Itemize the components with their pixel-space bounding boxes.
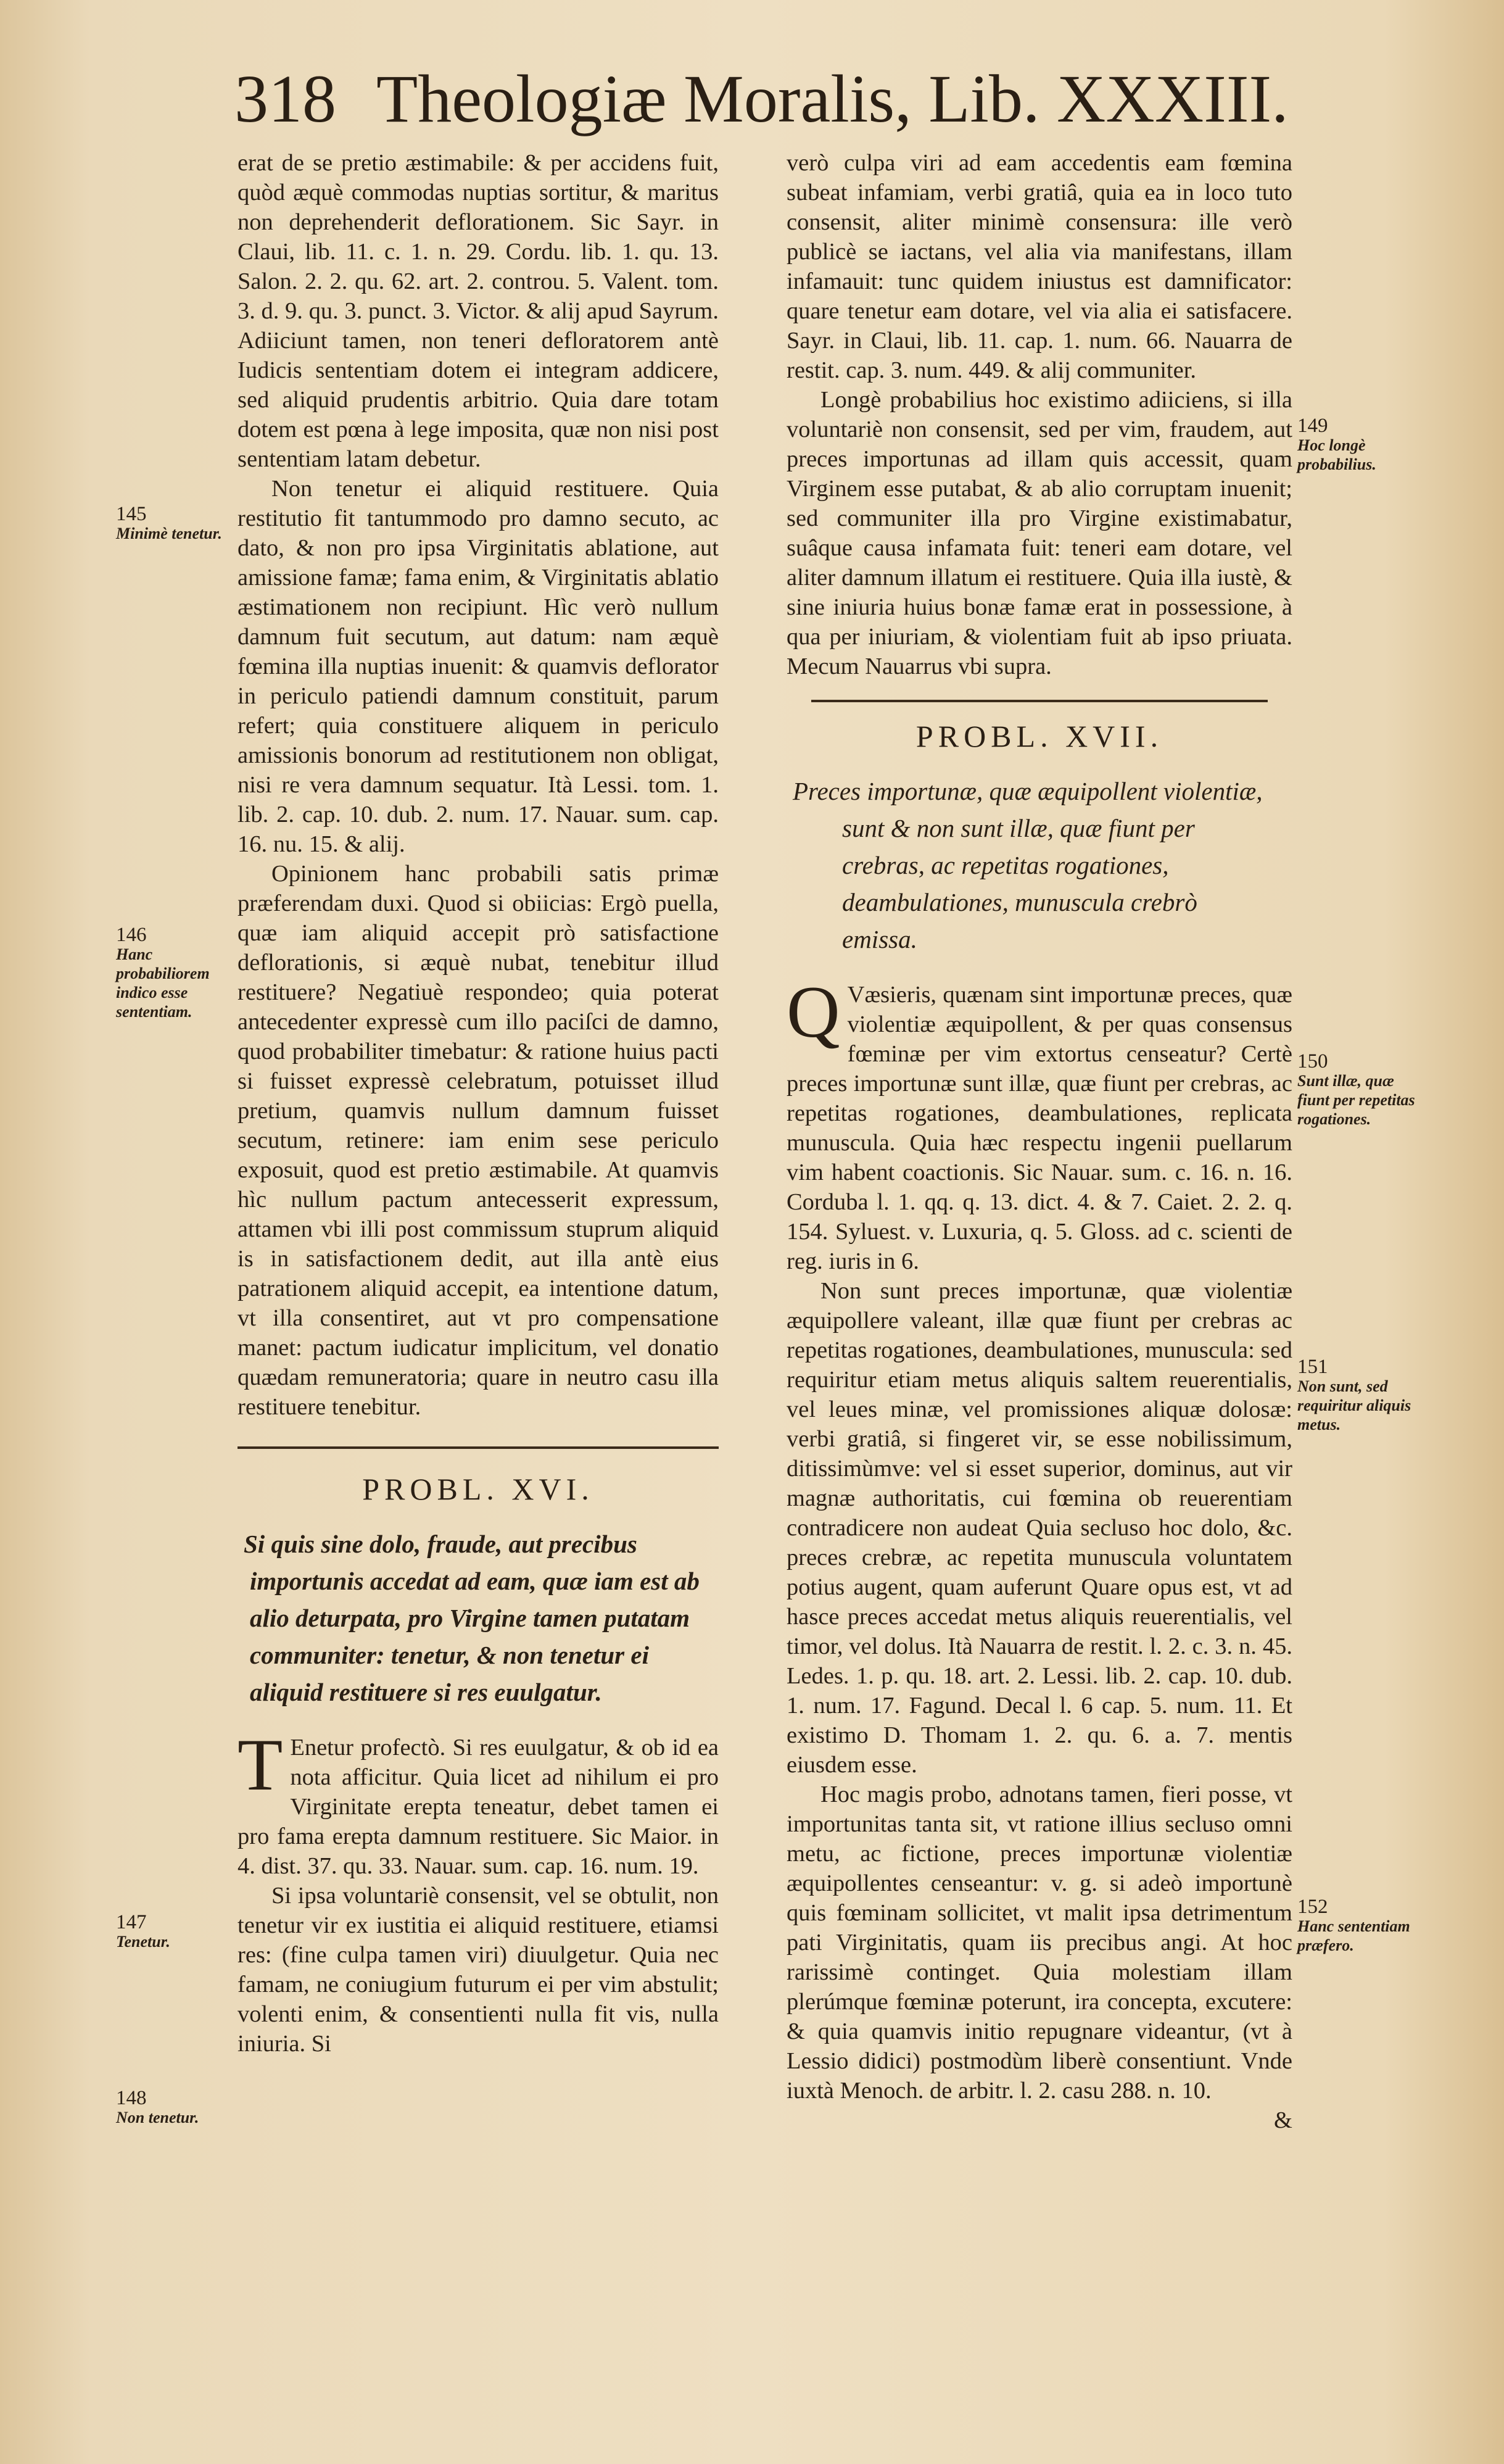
paragraph	[787, 971, 1292, 1276]
problem-summary: Preces importunæ, quæ æquipollent violentiæ, sunt & non sunt illæ, quæ fiunt per crebras, ac repetitas rogationes, deambulationes, munuscula crebrò emissa.	[793, 777, 1263, 953]
paragraph: Opinionem hanc probabili satis primæ præferendam duxi. Quod si obiicias: Ergò puella, quæ iam aliquid accepit prò satisfactione deflorationis, si æquè nubat, tenebitur illud restituere? Negatiuè respondeo; quia poterat antecedenter expressè cum illo paciſci de damno, quod probabiliter timebatur: & ratione huius pacti si fuisset expressè celebratum, potuisset illud pretium, quamvis nullum damnum fuisset secutum, retinere: iam enim sese periculo exposuit, quod est pretio æstimabile. At quamvis hìc nullum pactum antecesserit expressum, attamen vbi illi post commissum stuprum aliquid is in satisfactionem dedit, aut illa antè eius patrationem aliquid accepit, ea intentione datum, vt illa consentiret, aut vt pro compensatione manet: pactum iudicatur implicitum, vel donatio quædam remuneratoria; quare in neutro casu illa restituere tenebitur.	[238, 861, 719, 1420]
problem-heading: PROBL. XVI.	[362, 1472, 594, 1506]
paragraph: verò culpa viri ad eam accedentis eam fœmina subeat infamiam, verbi gratiâ, quia ea in loco tuto consensit, aliter minimè consensura: ille verò publicè se iactans, vel alia via manifestans, illam infamauit: tunc quidem iniustus est damnificator: quare tenetur eam dotare, vel via alia ei satisfacere. Sayr. in Claui, lib. 11. cap. 1. num. 66. Nauarra de restit. cap. 3. num. 449. & alij communiter.	[787, 150, 1292, 383]
problem-heading: PROBL. XVII.	[915, 719, 1163, 753]
paragraph: Non tenetur ei aliquid restituere. Quia restitutio fit tantummodo pro damno secuto, ac dato, & non pro ipsa Virginitatis ablatione, aut amissione famæ; fama enim, & Virginitatis ablatio æstimationem non recipiunt. Hìc verò nullum damnum fuit secutum, aut datum: nam æquè fœmina illa nuptias inuenit: & quamvis deflorator in periculo patiendi damnum constituit, parum refert; quia constituere aliquem in periculo amissionis bonorum ad restitutionem non obligat, nisi re vera damnum sequatur. Ità Lessi. tom. 1. lib. 2. cap. 10. dub. 2. num. 17. Nauar. sum. cap. 16. nu. 15. & alij.	[238, 476, 719, 857]
margin-note-147: 147 Tenetur.	[116, 1911, 170, 1951]
right-column	[787, 148, 1292, 2135]
problem-summary: Si quis sine dolo, fraude, aut precibus importunis accedat ad eam, quæ iam est ab alio deturpata, pro Virgine tamen putatam communiter: tenetur, & non tenetur ei aliquid restituere si res euulgatur.	[244, 1530, 700, 1706]
paragraph-text: Enetur profectò. Si res euulgatur, & ob id ea nota afficitur. Quia licet ad nihilum ei pro Virginitate erepta teneatur, debet tamen ei pro fama erepta damnum restituere. Sic Maior. in 4. dist. 37. qu. 33. Nauar. sum. cap. 16. num. 19.	[238, 1735, 719, 1879]
paragraph: Non sunt preces importunæ, quæ violentiæ æquipollere valeant, illæ quæ fiunt per crebras ac repetitas rogationes, deambulationes, munuscula: sed requiritur etiam metus aliquis saltem reuerentialis, vel leues minæ, vel promissiones aliquæ dolosæ: verbi gratiâ, si fingeret vir, se esse nobilissimum, ditissimùmve: vel si esset superior, dominus, aut vir magnæ authoritatis, cui fœmina ob reuerentiam contradicere non audeat Quia secluso hoc dolo, &c. preces crebræ, ac repetita munuscula voluntatem potius augent, quam auferunt Quare opus est, vt ad hasce preces accedat metus aliquis reuerentialis, vel timor, vel dolus. Ità Nauarra de restit. l. 2. c. 3. n. 45. Ledes. 1. p. qu. 18. art. 2. Lessi. lib. 2. cap. 10. dub. 1. num. 17. Fagund. Decal l. 6 cap. 5. num. 11. Et existimo D. Thomam 1. 2. qu. 6. a. 7. mentis eiusdem esse.	[787, 1278, 1292, 1778]
paragraph	[238, 1724, 719, 1881]
paragraph: erat de se pretio æstimabile: & per accidens fuit, quòd æquè commodas nuptias sortitur, & maritus non deprehenderit deflorationem. Sic Sayr. in Claui, lib. 11. c. 1. n. 29. Cordu. lib. 1. qu. 13. Salon. 2. 2. qu. 62. art. 2. controu. 5. Valent. tom. 3. d. 9. qu. 3. punct. 3. Victor. & alij apud Sayrum. Adiiciunt tamen, non teneri defloratorem antè Iudicis sententiam dotem ei integram addicere, sed aliquid prudentis arbitrio. Quia dare totam dotem est pœna à lege imposita, quæ non nisi post sententiam latam debetur.	[238, 150, 719, 472]
section-divider	[811, 700, 1268, 702]
margin-note-151: 151 Non sunt, sed requiritur aliquis metus.	[1297, 1356, 1411, 1433]
margin-note-148: 148 Non tenetur.	[116, 2087, 199, 2126]
left-column	[238, 148, 719, 2059]
margin-note-150: 150 Sunt illæ, quæ fiunt per repetitas rogationes.	[1297, 1050, 1415, 1128]
running-header	[234, 59, 1333, 139]
page-number: 318	[234, 61, 336, 136]
drop-cap: Q	[787, 971, 840, 1053]
paragraph: Longè probabilius hoc existimo adiiciens, si illa voluntariè non consensit, sed per vim, fraudem, aut preces importunas ad illam quis accessit, quam Virginem esse putabat, & ab alio corruptam inuenit; sed communiter illa pro Virgine existimabatur, suâque causa infamata fuit: teneri eam dotare, vel aliter damnum illatum ei restituere. Quia illa iustè, & sine iniuria huius bonæ famæ erat in possessione, à qua per iniuriam, & violentiam fuit ab ipso priuata. Mecum Nauarrus vbi supra.	[787, 387, 1292, 679]
drop-cap: T	[238, 1724, 283, 1806]
paragraph: Si ipsa voluntariè consensit, vel se obtulit, non tenetur vir ex iustitia ei aliquid restituere, etiamsi res: (fine culpa tamen viri) diuulgetur. Quia nec famam, ne coniugium futurum ei per vim abstulit; volenti enim, & consentienti nulla fit vis, nulla iniuria. Si	[238, 1883, 719, 2057]
paragraph-text: Væsieris, quænam sint importunæ preces, quæ violentiæ æquipollent, & per quas consensus fœminæ per vim extortus censeatur? Certè preces importunæ sunt illæ, quæ fiunt per crebras, ac repetitas rogationes, deambulationes, replicata munuscula. Quia hæc respectu ingenii puellarum vim habent coactionis. Sic Nauar. sum. c. 16. n. 16. Corduba l. 1. qq. q. 13. dict. 4. & 7. Caiet. 2. 2. q. 154. Syluest. v. Luxuria, q. 5. Gloss. ad c. scienti de reg. iuris in 6.	[787, 982, 1292, 1274]
margin-note-146: 146 Hanc probabiliorem indico esse sententiam.	[116, 924, 210, 1021]
running-title: Theologiæ Moralis, Lib. XXXIII.	[376, 61, 1289, 136]
margin-note-145: 145 Minimè tenetur.	[116, 503, 222, 542]
section-divider	[238, 1446, 719, 1449]
catchword: &	[1274, 2107, 1292, 2133]
paragraph: Hoc magis probo, adnotans tamen, fieri posse, vt importunitas tanta sit, vt ratione illius secluso omni metu, ac fictione, preces importunæ violentiæ æquipollentes censeantur: v. g. si adeò importunè quis fœminam sollicitet, vt malit ipsa detrimentum pati Virginitatis, quam iis precibus angi. At hoc rarissimè continget. Quia molestiam illam plerúmque fœminæ poterunt, ira concepta, excutere: & quia quamvis initio repugnare videantur, (vt à Lessio didici) postmodùm liberè consentiunt. Vnde iuxtà Menoch. de arbitr. l. 2. casu 288. n. 10.	[787, 1782, 1292, 2104]
margin-note-149: 149 Hoc longè probabilius.	[1297, 415, 1376, 473]
margin-note-152: 152 Hanc sententiam præfero.	[1297, 1896, 1410, 1954]
